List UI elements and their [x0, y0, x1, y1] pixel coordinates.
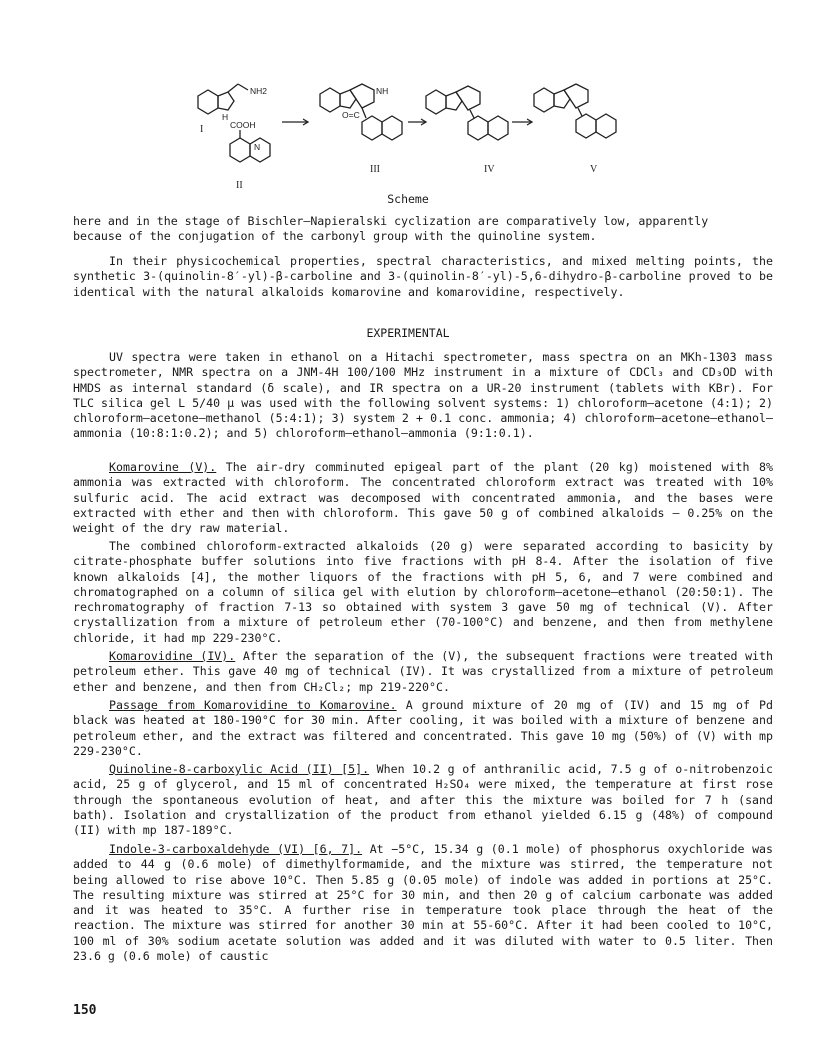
atom-h: H	[222, 112, 229, 122]
heading-komarovidine: Komarovidine (IV).	[109, 649, 236, 663]
indole-aldehyde-text: At −5°C, 15.34 g (0.1 mole) of phosphorus oxychloride was added to 44 g (0.6 mole) of dimethylformamide, and the mixture was stirred, the temperature not being allowed to rise above 10°C. Then 5.85 g (0.05 mole) of indole was added in portions at 25°C. The resulting mixture was stirred at 25°C for 30 min, and then 20 g of calcium carbonate was added and it was heated to 35°C. A further rise in temperature took place through the heat of the reaction. The mixture was stirred for another 30 min at 55-60°C. After it had been cooled to 10°C, 100 ml of 30% sodium acetate solution was added and it was diluted with water to 0.5 liter. Then 23.6 g (0.6 mole) of caustic	[73, 842, 774, 964]
komarovine-text: The air-dry comminuted epigeal part of the plant (20 kg) moistened with 8% ammonia was extracted with chloroform. The concentrated chloroform extract was treated with 10% sulfuric acid. The acid extract was decomposed with concentrated ammonia, and the bases were extracted with ether and then with chloroform. This gave 50 g of combined alkaloids — 0.25% on the weight of the dry raw material.	[73, 460, 773, 536]
scheme-caption: Scheme	[387, 192, 429, 206]
paragraph-komarovine	[73, 460, 773, 536]
atom-n-II: N	[254, 142, 261, 152]
paragraph-methods: UV spectra were taken in ethanol on a Hitachi spectrometer, mass spectra on an MKh-1303 mass spectrometer, NMR spectra on a JNM-4H 100/100 MHz instrument in a mixture of CDCl₃ and CD₃OD with HMDS as internal standard (δ scale), and IR spectra on a UR-20 instrument (tablets with KBr). For TLC silica gel L 5/40 μ was used with the following solvent systems: 1) chloroform—acetone (4:1); 2) chloroform—acetone—methanol (5:4:1); 3) system 2 + 0.1 conc. ammonia; 4) chloroform—acetone—ethanol—ammonia (10:8:1:0.2); and 5) chloroform—ethanol—ammonia (9:1:0.1).	[73, 350, 773, 441]
label-I: I	[200, 124, 204, 135]
label-II: II	[236, 180, 243, 191]
p1-line1: here and in the stage of Bischler—Napieralski cyclization are comparatively low, apparently	[73, 214, 709, 228]
heading-quinoline-acid: Quinoline-8-carboxylic Acid (II) [5].	[109, 762, 370, 776]
paragraph-indole-aldehyde	[73, 842, 773, 964]
label-III: III	[370, 164, 380, 175]
page-number: 150	[73, 1003, 97, 1018]
paragraph-passage	[73, 698, 773, 759]
passage-text: A ground mixture of 20 mg of (IV) and 15 mg of Pd black was heated at 180-190°C for 30 min. After cooling, it was boiled with a mixture of benzene and petroleum ether, and the extract was filtered and concentrated. This gave 10 mg (50%) of (V) with mp 229-230°C.	[73, 698, 773, 758]
paragraph-continuation	[73, 214, 773, 245]
heading-komarovine: Komarovine (V).	[109, 460, 217, 474]
komarovidine-text: After the separation of the (V), the subsequent fractions were treated with petroleum ether. This gave 40 mg of technical (IV). It was crystallized from a mixture of petroleum ether and benzene, and then from CH₂Cl₂; mp 219-220°C.	[73, 649, 774, 694]
atom-nh-III: NH	[376, 86, 389, 96]
p1-line2: because of the conjugation of the carbonyl group with the quinoline system.	[73, 229, 597, 244]
section-heading-experimental: EXPERIMENTAL	[366, 326, 450, 340]
quinoline-acid-text: When 10.2 g of anthranilic acid, 7.5 g of o-nitrobenzoic acid, 25 g of glycerol, and 15 ml of concentrated H₂SO₄ were mixed, the temperature at first rose through the spontaneous evolution of heat, and after this the mixture was boiled for 7 h (sand bath). Isolation and crystallization of the product from ethanol yielded 6.15 g (48%) of compound (II) with mp 187-189°C.	[73, 762, 773, 838]
paragraph-quinoline-acid	[73, 762, 773, 838]
atom-nh2: NH2	[250, 86, 268, 96]
paragraph-komarovidine	[73, 649, 773, 695]
atom-cooh: COOH	[230, 120, 256, 130]
atom-co-III: O=C	[342, 110, 360, 120]
heading-passage: Passage from Komarovidine to Komarovine.	[109, 698, 397, 712]
paragraph-separation: The combined chloroform-extracted alkaloids (20 g) were separated according to basicity by citrate-phosphate buffer solutions into five fractions with pH 8-4. After the isolation of five known alkaloids [4], the mother liquors of the fractions with pH 5, 6, and 7 were combined and chromatographed on a column of silica gel with elution by chloroform—acetone—ethanol (20:50:1). The rechromatography of fraction 7-13 so obtained with system 3 gave 50 mg of technical (V). After crystallization from a mixture of petroleum ether (70-100°C) and benzene, and then from methylene chloride, it had mp 229-230°C.	[73, 539, 773, 645]
paragraph-identity: In their physicochemical properties, spectral characteristics, and mixed melting points, the synthetic 3-(quinolin-8′-yl)-β-carboline and 3-(quinolin-8′-yl)-5,6-dihydro-β-carboline proved to be identical with the natural alkaloids komarovine and komarovidine, respectively.	[73, 254, 773, 299]
label-V: V	[590, 164, 598, 175]
label-IV: IV	[484, 164, 495, 175]
heading-indole-aldehyde: Indole-3-carboxaldehyde (VI) [6, 7].	[109, 842, 363, 856]
